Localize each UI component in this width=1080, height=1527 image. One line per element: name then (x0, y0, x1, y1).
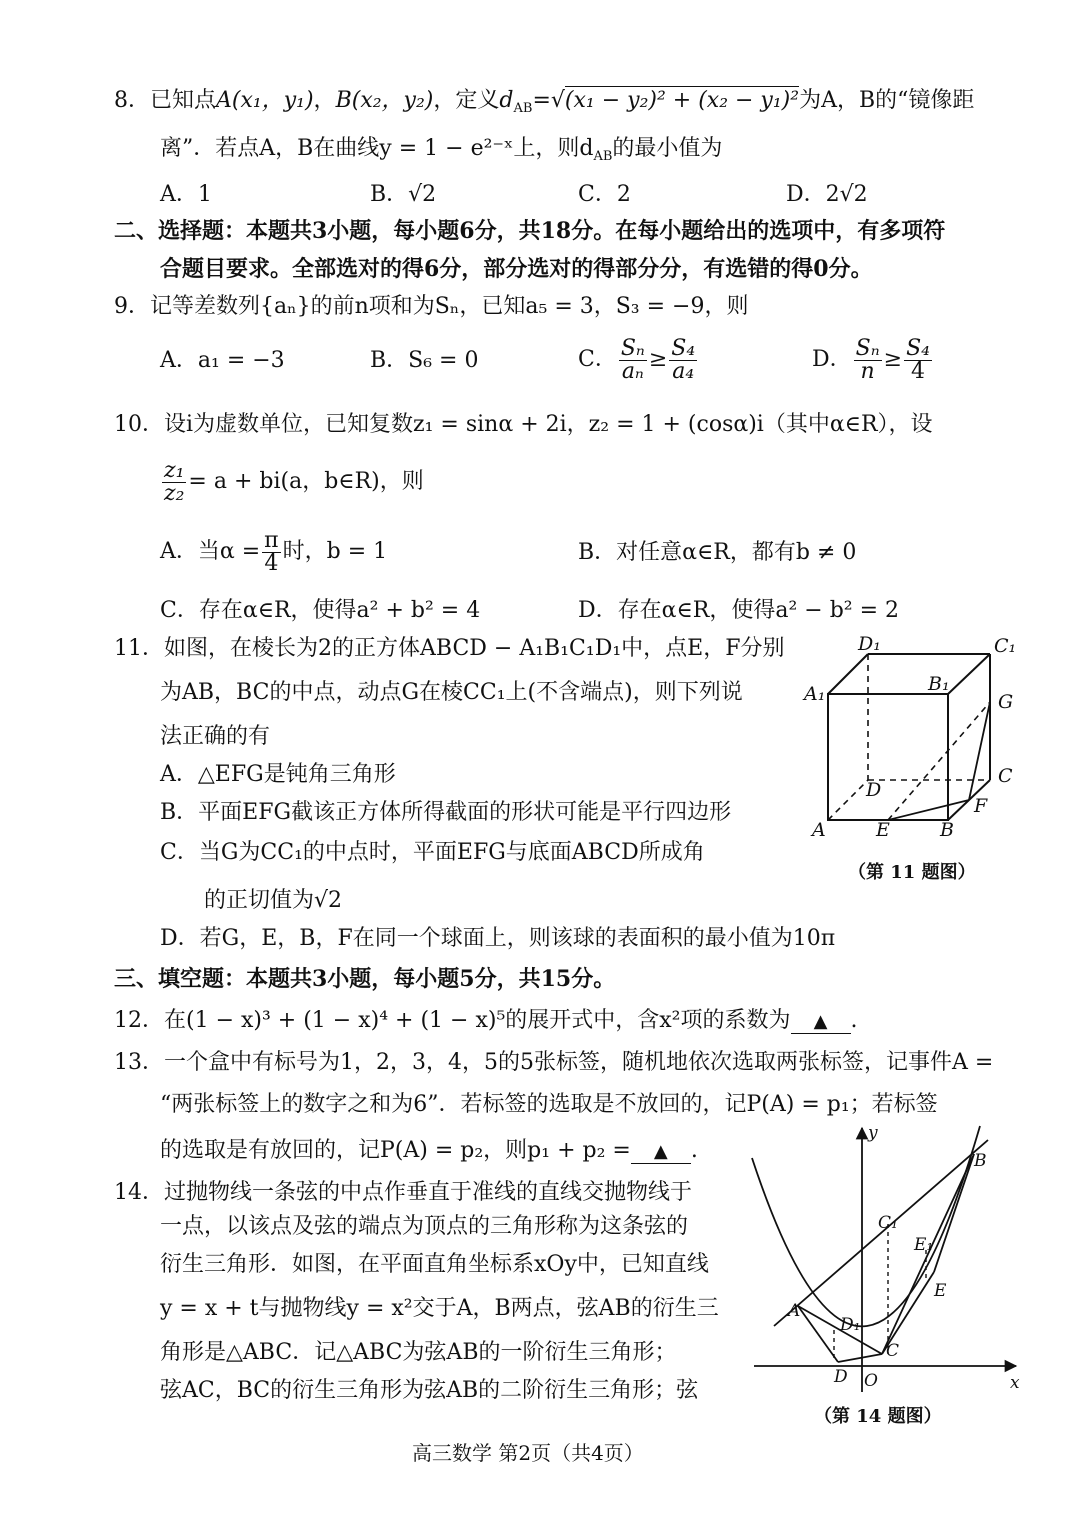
q14-label-c1: C₁ (878, 1213, 898, 1233)
q11-label-g: G (998, 691, 1014, 713)
q11-option-a: A．△EFG是钝角三角形 (160, 762, 396, 787)
q14-label-d1: D₁ (840, 1315, 861, 1335)
q9-option-b: B．S₆ = 0 (370, 348, 479, 373)
q12-answer-blank: ▲ (791, 1011, 851, 1034)
q11-label-b1: B₁ (928, 673, 950, 695)
q11-label-d: D (866, 779, 882, 801)
q11-label-c: C (998, 765, 1013, 787)
q11-label-f: F (974, 795, 988, 817)
q11-option-d: D．若G，E，B，F在同一个球面上，则该球的表面积的最小值为10π (160, 926, 836, 951)
q11-label-a: A (812, 819, 826, 841)
q9-option-c: C． $\frac{\text{Sₙ}}{\text{aₙ}}$ ≥ $\frac{\text{S₄}}{\text{a₄}}$ (578, 335, 696, 384)
q11-line3: 法正确的有 (160, 724, 271, 749)
q14-line6: 弦AC，BC的衍生三角形为弦AB的二阶衍生三角形；弦 (160, 1378, 699, 1403)
q14-line2: 一点，以该点及弦的端点为顶点的三角形称为这条弦的 (160, 1214, 689, 1239)
q10-option-b: B．对任意α∈R，都有b ≠ 0 (578, 540, 857, 565)
q14-label-d: D (834, 1367, 848, 1387)
q8-line2: 离”．若点A，B在曲线y = 1 − e²⁻ˣ上，则$d_{AB}$的最小值为 (160, 136, 723, 164)
q11-label-a1: A₁ (804, 683, 826, 705)
q11-label-e: E (876, 819, 890, 841)
q14-label-y: y (868, 1123, 878, 1143)
q11-label-d1: D₁ (858, 636, 881, 655)
page-footer: 高三数学 第2页（共4页） (412, 1441, 644, 1465)
q8-option-b: B．√2 (370, 182, 437, 207)
q14-label-b: B (974, 1151, 987, 1171)
q8-radicand: (x₁ − y₂)² + (x₂ − y₁)² (564, 88, 800, 113)
q14-label-x: x (1010, 1373, 1020, 1393)
q14-parabola-figure (748, 1120, 1028, 1400)
q8-line1: 8．已知点A(x₁，y₁)，B(x₂，y₂)，定义$d_{AB}=√(x_1 - y_2)^2 + (x_2 - y_1)^2$为A，B的“镜像距 (114, 88, 975, 116)
q11-label-b: B (940, 819, 954, 841)
q11-caption: （第 11 题图） (848, 862, 976, 883)
q13-line2: “两张标签上的数字之和为6”．若标签的选取是不放回的，记P(A) = p₁；若标签 (160, 1092, 938, 1117)
q14-line3: 衍生三角形．如图，在平面直角坐标系xOy中，已知直线 (160, 1252, 709, 1277)
q10-option-a: A．当α = $\frac{\pi}{4}$ 时，b = 1 (160, 527, 388, 576)
q11-option-b: B．平面EFG截该正方体所得截面的形状可能是平行四边形 (160, 800, 732, 825)
q14-label-e: E (934, 1281, 947, 1301)
q8-option-a: A．1 (160, 182, 212, 207)
q11-label-c1: C₁ (994, 636, 1017, 657)
q14-line1: 14．过抛物线一条弦的中点作垂直于准线的直线交抛物线于 (114, 1180, 692, 1205)
q13-answer-blank: ▲ (631, 1141, 691, 1164)
q8-option-c: C．2 (578, 182, 631, 207)
q10-option-d: D．存在α∈R，使得a² − b² = 2 (578, 598, 900, 623)
q10-stem-line2: $\frac{\text{z₁}}{\text{z₂}}$ = a + bi(a，b∈R)，则 (164, 457, 424, 506)
q11-line1: 11．如图，在棱长为2的正方体ABCD − A₁B₁C₁D₁中，点E，F分别 (114, 636, 785, 661)
q10-stem-line1: 10．设i为虚数单位，已知复数z₁ = sinα + 2i，z₂ = 1 + (cosα)i（其中α∈R），设 (114, 412, 933, 437)
q14-line5: 角形是△ABC．记△ABC为弦AB的一阶衍生三角形； (160, 1340, 677, 1365)
section2-line2: 合题目要求。全部选对的得6分，部分选对的得部分分，有选错的得0分。 (160, 256, 873, 282)
q11-cube-figure (800, 636, 1030, 846)
q14-label-c: C (886, 1341, 900, 1361)
q9-option-d: D． $\frac{\text{Sₙ}}{n}$ ≥ $\frac{\text{S₄}}{4}$ (812, 335, 930, 384)
q13-line3: 的选取是有放回的，记P(A) = p₂，则p₁ + p₂ = ▲ . (160, 1138, 698, 1163)
q14-line4: y = x + t与抛物线y = x²交于A，B两点，弦AB的衍生三 (160, 1296, 719, 1321)
q14-caption: （第 14 题图） (814, 1406, 942, 1427)
q9-stem: 9．记等差数列{aₙ}的前n项和为Sₙ，已知a₅ = 3，S₃ = −9，则 (114, 294, 749, 319)
q12-stem: 12．在(1 − x)³ + (1 − x)⁴ + (1 − x)⁵的展开式中，含x²项的系数为 ▲ . (114, 1008, 858, 1033)
section3-heading: 三、填空题：本题共3小题，每小题5分，共15分。 (114, 966, 616, 992)
q10-option-c: C．存在α∈R，使得a² + b² = 4 (160, 598, 481, 623)
section2-line1: 二、选择题：本题共3小题，每小题6分，共18分。在每小题给出的选项中，有多项符 (114, 218, 946, 244)
q8-option-d: D．2√2 (786, 182, 868, 207)
q11-option-c2: 的正切值为√2 (204, 888, 343, 913)
q14-label-a: A (788, 1301, 801, 1321)
q11-line2: 为AB，BC的中点，动点G在棱CC₁上(不含端点)，则下列说 (160, 680, 743, 705)
q14-label-o: O (864, 1371, 878, 1391)
q14-label-e1: E₁ (914, 1235, 934, 1255)
q9-option-a: A．a₁ = −3 (160, 348, 285, 373)
q13-line1: 13．一个盒中有标号为1，2，3，4，5的5张标签，随机地依次选取两张标签，记事件A = (114, 1050, 994, 1075)
q11-option-c1: C．当G为CC₁的中点时，平面EFG与底面ABCD所成角 (160, 840, 705, 865)
